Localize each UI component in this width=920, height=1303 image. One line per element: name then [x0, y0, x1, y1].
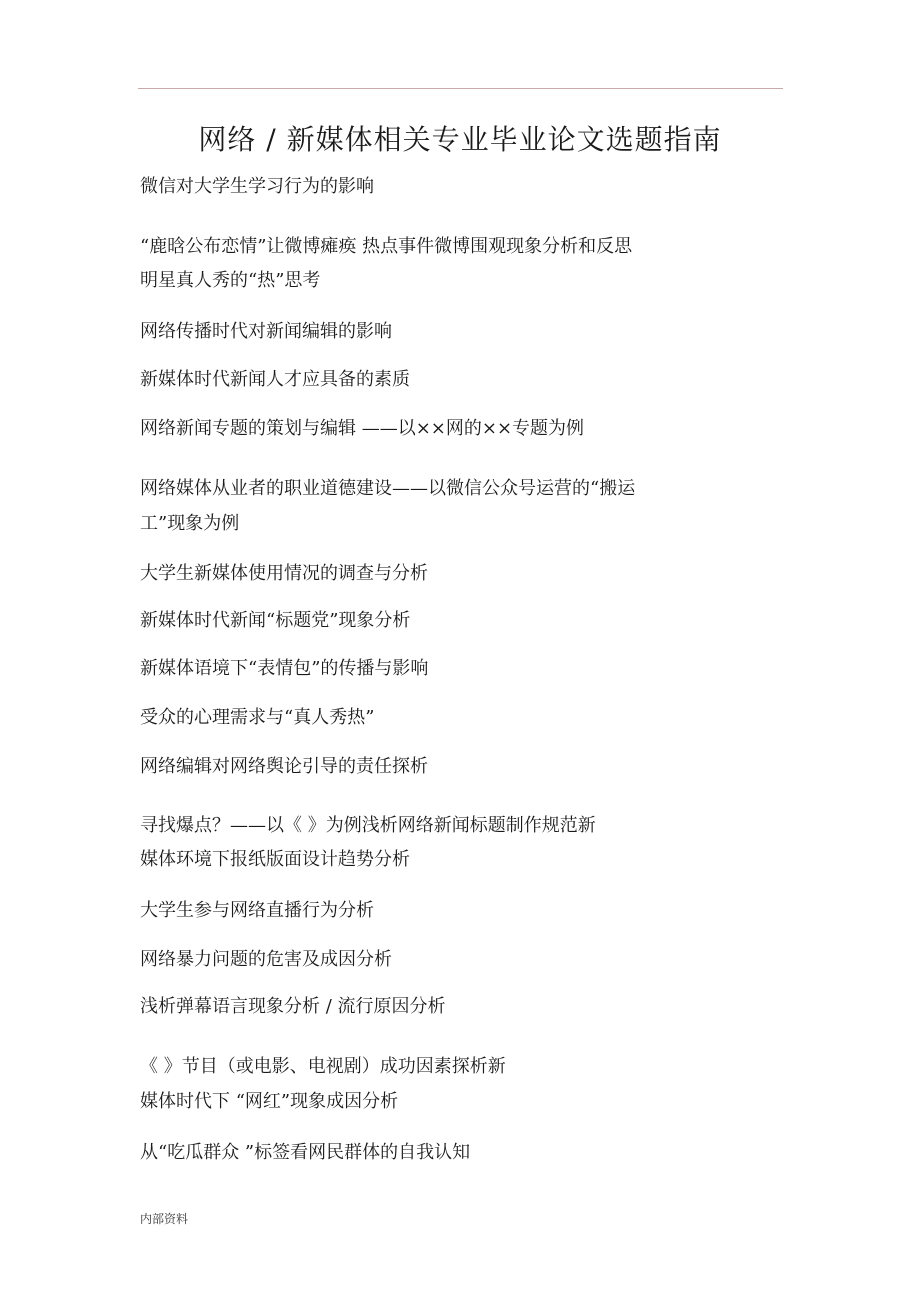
topic-line: 浅析弹幕语言现象分析 / 流行原因分析	[140, 996, 446, 1017]
topic-line: 新媒体语境下“表情包”的传播与影响	[140, 658, 429, 679]
topic-line: 媒体环境下报纸版面设计趋势分析	[140, 849, 410, 870]
topic-line: 微信对大学生学习行为的影响	[140, 176, 374, 197]
topic-line: 大学生参与网络直播行为分析	[140, 900, 374, 921]
document-title: 网络 / 新媒体相关专业毕业论文选题指南	[198, 123, 722, 156]
topic-line: 网络暴力问题的危害及成因分析	[140, 949, 392, 970]
topic-line: 寻找爆点？——以《 》为例浅析网络新闻标题制作规范新	[140, 815, 596, 836]
topic-line: 工”现象为例	[140, 513, 240, 534]
topic-line: 网络媒体从业者的职业道德建设——以微信公众号运营的“搬运	[140, 478, 636, 499]
topic-line: 网络新闻专题的策划与编辑 ——以××网的××专题为例	[140, 418, 585, 439]
topic-line: 明星真人秀的“热”思考	[140, 270, 321, 291]
topic-line: 大学生新媒体使用情况的调查与分析	[140, 563, 428, 584]
topic-line: 《 》节目（或电影、电视剧）成功因素探析新	[140, 1056, 506, 1077]
topic-line: 网络编辑对网络舆论引导的责任探析	[140, 756, 428, 777]
topic-line: 媒体时代下 “网红”现象成因分析	[140, 1091, 399, 1112]
topic-line: 受众的心理需求与“真人秀热”	[140, 707, 375, 728]
topic-line: 新媒体时代新闻“标题党”现象分析	[140, 610, 411, 631]
header-rule	[138, 88, 783, 89]
footer-label: 内部资料	[140, 1212, 189, 1226]
topic-line: 从“吃瓜群众 ”标签看网民群体的自我认知	[140, 1142, 471, 1163]
topic-line: 网络传播时代对新闻编辑的影响	[140, 321, 392, 342]
topic-line: 新媒体时代新闻人才应具备的素质	[140, 369, 410, 390]
topic-line: “鹿晗公布恋情”让微博瘫痪 热点事件微博围观现象分析和反思	[140, 236, 633, 257]
